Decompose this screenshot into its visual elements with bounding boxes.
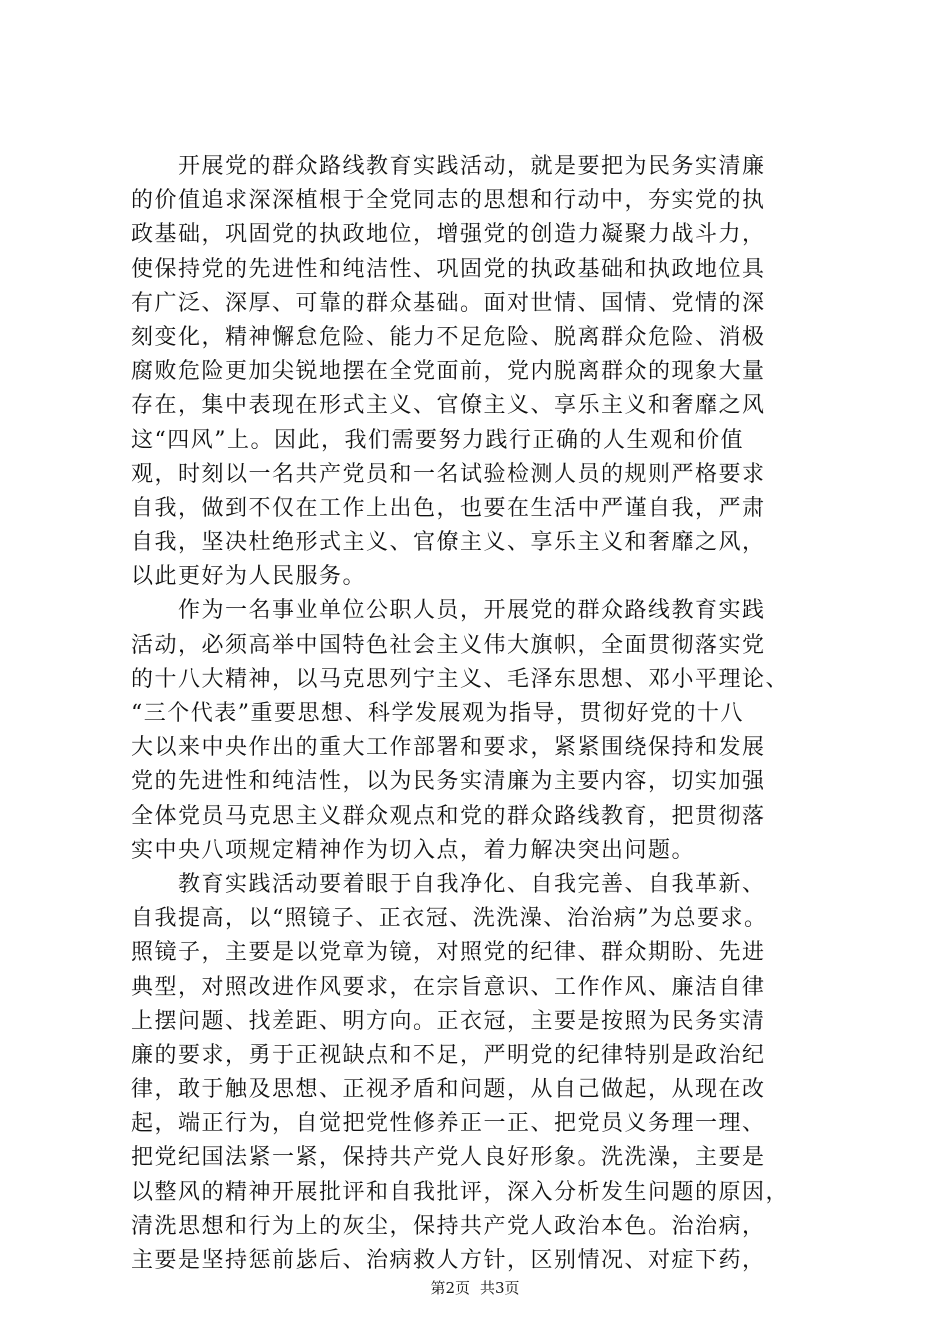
text-line: 主要是坚持惩前毖后、治病救人方针，区别情况、对症下药， (131, 1248, 766, 1273)
text-line: 的十八大精神，以马克思列宁主义、毛泽东思想、邓小平理论、 (131, 666, 790, 692)
text-line: 的价值追求深深植根于全党同志的思想和行动中，夯实党的执 (131, 188, 766, 214)
text-line: 上摆问题、找差距、明方向。正衣冠，主要是按照为民务实清 (131, 1008, 766, 1034)
text-line: 政基础，巩固党的执政地位，增强党的创造力凝聚力战斗力， (131, 222, 766, 248)
text-line: 活动，必须高举中国特色社会主义伟大旗帜，全面贯彻落实党 (131, 632, 766, 658)
page-number: 第2页 (430, 1279, 470, 1297)
text-line: 全体党员马克思主义群众观点和党的群众路线教育，把贯彻落 (131, 803, 766, 829)
text-line: 自我，做到不仅在工作上出色，也要在生活中严谨自我，严肃 (131, 495, 766, 521)
text-line: 律，敢于触及思想、正视矛盾和问题，从自己做起，从现在改 (131, 1077, 766, 1103)
body-text (131, 150, 831, 1278)
text-line: 使保持党的先进性和纯洁性、巩固党的执政基础和执政地位具 (131, 256, 766, 282)
page-footer (0, 1278, 950, 1298)
text-line: 自我，坚决杜绝形式主义、官僚主义、享乐主义和奢靡之风， (131, 530, 766, 556)
text-line: 作为一名事业单位公职人员，开展党的群众路线教育实践 (131, 598, 766, 624)
text-line: 廉的要求，勇于正视缺点和不足，严明党的纪律特别是政治纪 (131, 1042, 766, 1068)
text-line: 开展党的群众路线教育实践活动，就是要把为民务实清廉 (131, 154, 766, 179)
text-line: 清洗思想和行为上的灰尘，保持共产党人政治本色。治治病， (131, 1213, 766, 1239)
text-line: 自我提高，以“照镜子、正衣冠、洗洗澡、治治病”为总要求。 (131, 906, 768, 932)
text-line: “三个代表”重要思想、科学发展观为指导，贯彻好党的十八 (131, 701, 744, 726)
text-line: 照镜子，主要是以党章为镜，对照党的纪律、群众期盼、先进 (131, 940, 766, 966)
text-line: 起，端正行为，自觉把党性修养正一正、把党员义务理一理、 (131, 1111, 766, 1137)
text-line: 这“四风”上。因此，我们需要努力践行正确的人生观和价值 (131, 427, 744, 453)
text-line: 存在，集中表现在形式主义、官僚主义、享乐主义和奢靡之风 (131, 393, 766, 419)
text-line: 实中央八项规定精神作为切入点，着力解决突出问题。 (131, 837, 696, 863)
text-line: 典型，对照改进作风要求，在宗旨意识、工作作风、廉洁自律 (131, 974, 766, 1000)
text-line: 党的先进性和纯洁性，以为民务实清廉为主要内容，切实加强 (131, 769, 766, 795)
text-line: 以此更好为人民服务。 (131, 564, 367, 590)
text-line: 大以来中央作出的重大工作部署和要求，紧紧围绕保持和发展 (131, 735, 766, 761)
text-line: 教育实践活动要着眼于自我净化、自我完善、自我革新、 (131, 871, 766, 897)
text-line: 以整风的精神开展批评和自我批评，深入分析发生问题的原因， (131, 1179, 790, 1205)
text-line: 刻变化，精神懈怠危险、能力不足危险、脱离群众危险、消极 (131, 324, 766, 350)
text-line: 把党纪国法紧一紧，保持共产党人良好形象。洗洗澡，主要是 (131, 1145, 766, 1171)
text-line: 腐败危险更加尖锐地摆在全党面前，党内脱离群众的现象大量 (131, 359, 766, 385)
page-total: 共3页 (480, 1279, 520, 1297)
text-line: 观，时刻以一名共产党员和一名试验检测人员的规则严格要求 (131, 461, 766, 487)
text-line: 有广泛、深厚、可靠的群众基础。面对世情、国情、党情的深 (131, 290, 766, 316)
